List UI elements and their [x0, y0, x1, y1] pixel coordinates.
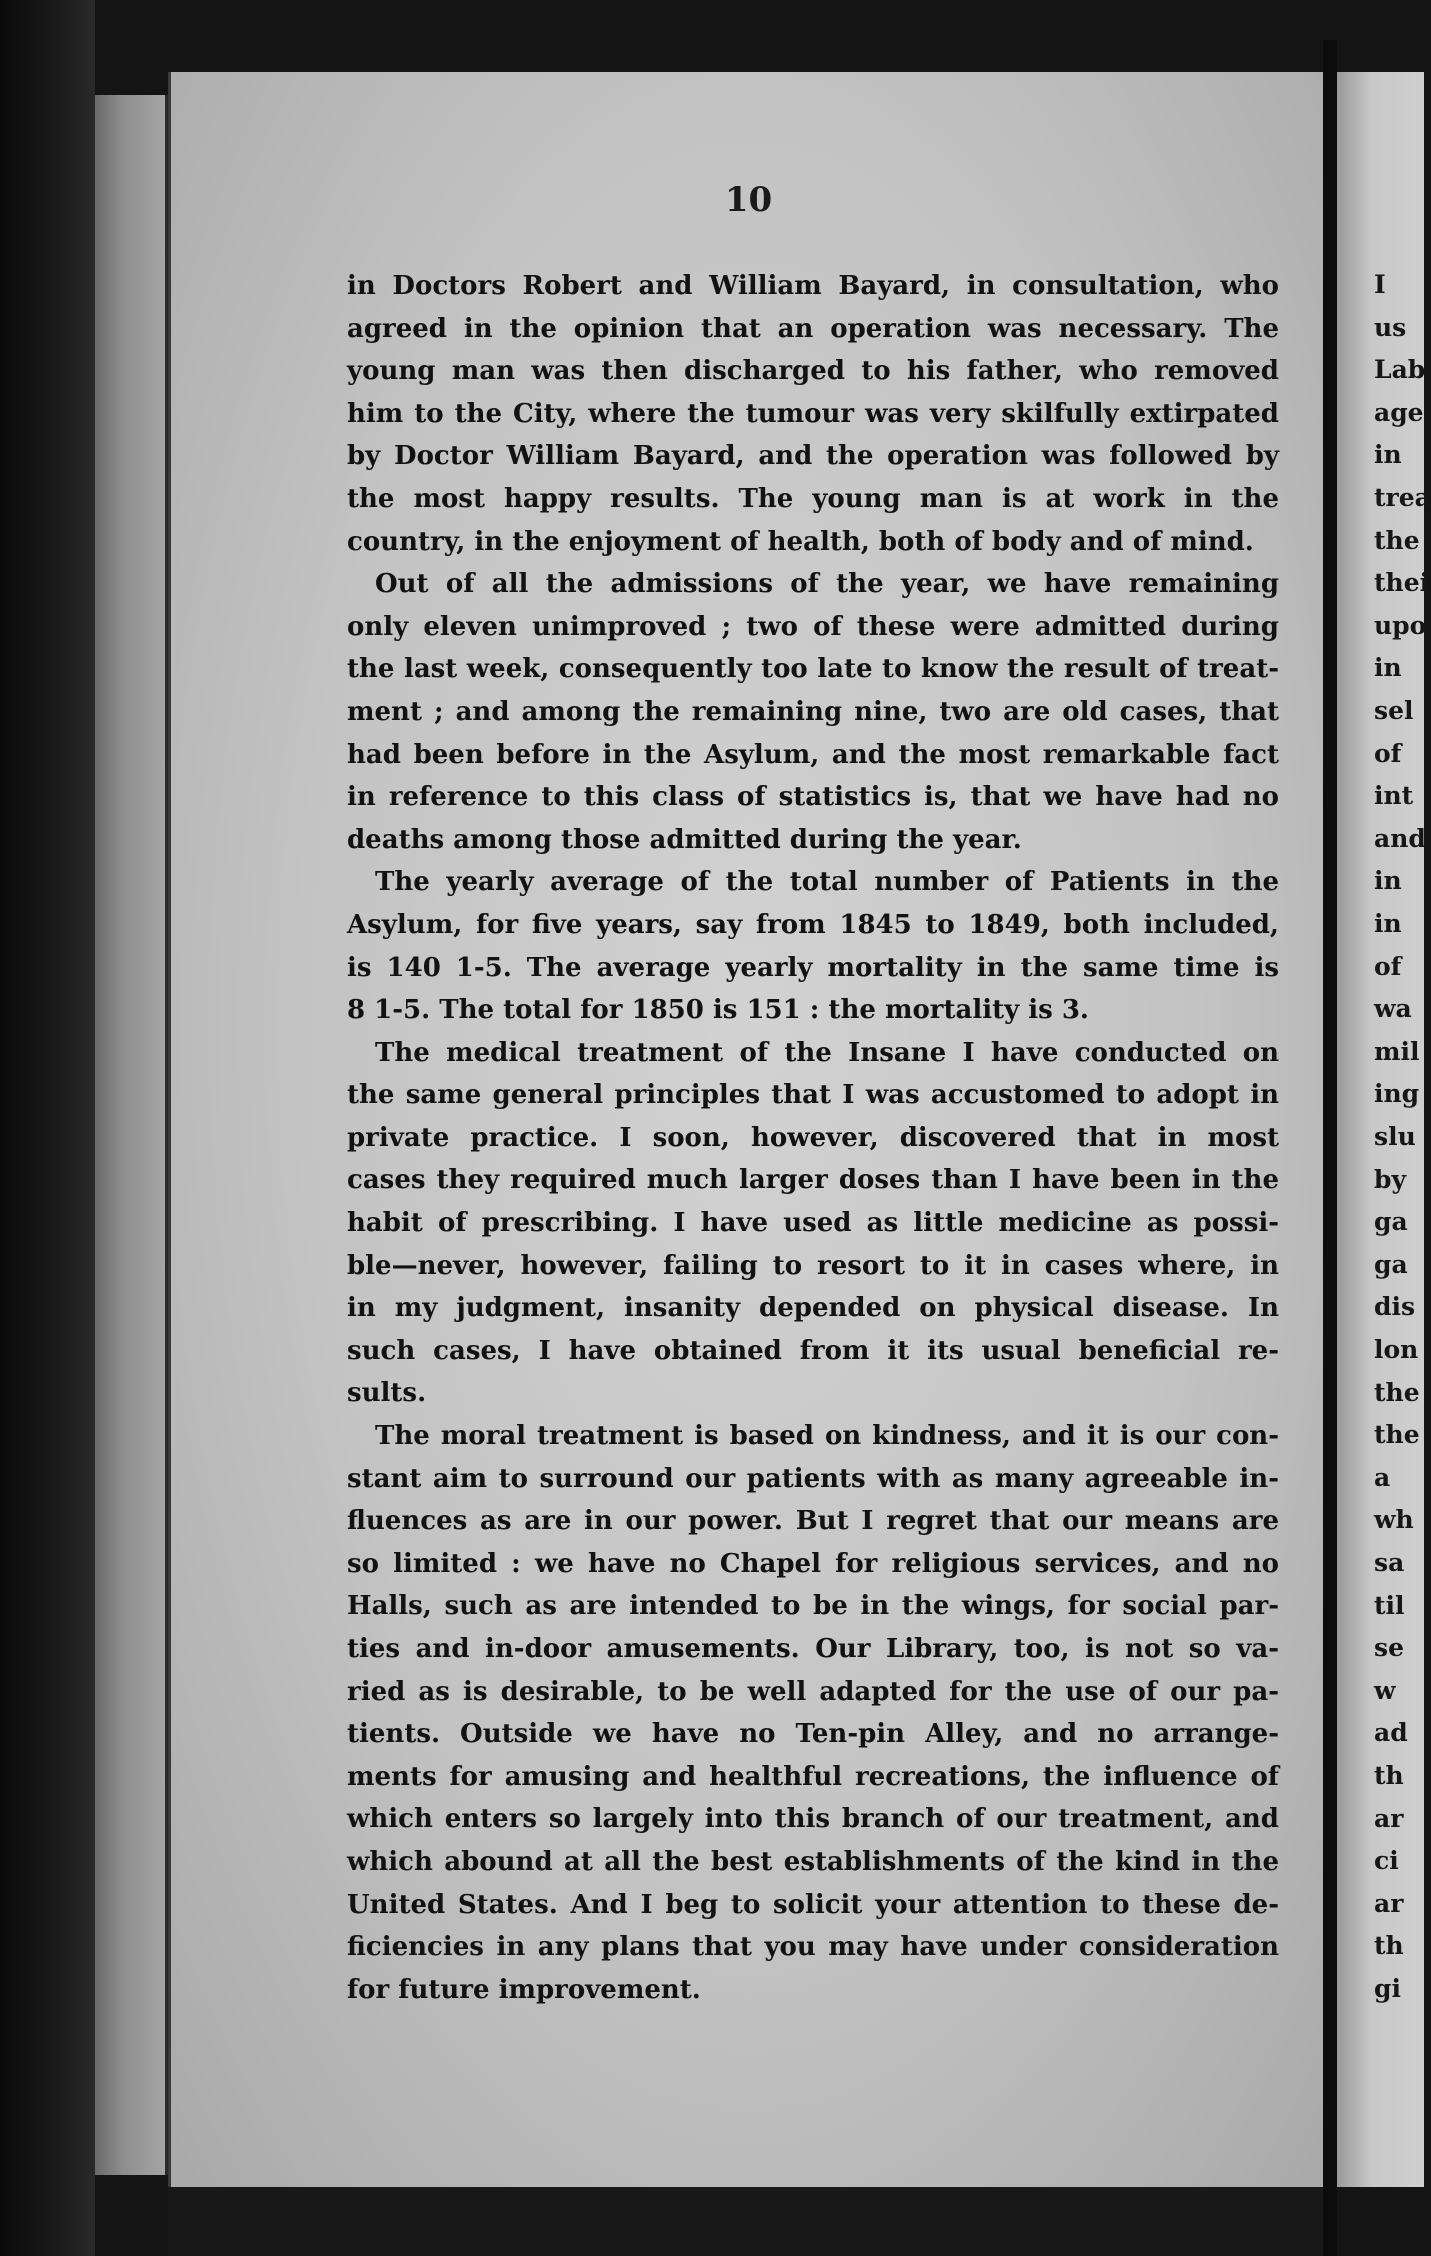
- text-line: only eleven unimproved ; two of these were admitted during: [347, 611, 1279, 642]
- facing-page-fragment: I: [1374, 270, 1386, 299]
- facing-page-fragment: the: [1374, 1377, 1420, 1407]
- facing-page-fragment: in: [1374, 866, 1402, 896]
- facing-page-fragment: by: [1374, 1164, 1407, 1194]
- text-line: sults.: [347, 1378, 427, 1409]
- text-line: in Doctors Robert and William Bayard, in consultation, who: [347, 271, 1279, 301]
- text-line: ment ; and among the remaining nine, two are old cases, that: [347, 696, 1279, 727]
- text-line: Halls, such as are intended to be in the wings, for social par-: [347, 1591, 1279, 1622]
- page-body-text: [347, 265, 1279, 2011]
- text-line: ble—never, however, failing to resort to it in cases where, in: [347, 1250, 1279, 1281]
- facing-page-fragment: ad: [1374, 1718, 1408, 1748]
- facing-page-fragment: and: [1374, 823, 1426, 853]
- facing-page-fragment: wh: [1374, 1505, 1414, 1535]
- facing-page-fragment: sa: [1374, 1548, 1405, 1577]
- text-line: private practice. I soon, however, discovered that in most: [347, 1122, 1279, 1153]
- text-line: which enters so largely into this branch of our treatment, and: [347, 1804, 1279, 1835]
- facing-page-fragment: trea: [1374, 483, 1431, 512]
- text-line: Out of all the admissions of the year, we have remaining: [375, 569, 1279, 600]
- text-line: tients. Outside we have no Ten-pin Alley, and no arrange-: [347, 1719, 1279, 1750]
- text-line: in my judgment, insanity depended on physical disease. In: [347, 1293, 1279, 1324]
- text-line: agreed in the opinion that an operation was necessary. The: [347, 313, 1279, 344]
- text-line: the last week, consequently too late to know the result of treat-: [347, 654, 1279, 685]
- facing-page-fragment: a: [1374, 1462, 1391, 1492]
- text-line: Asylum, for five years, say from 1845 to 1849, both included,: [347, 909, 1279, 940]
- text-line: stant aim to surround our patients with as many agreeable in-: [347, 1463, 1279, 1494]
- facing-page-fragment: th: [1374, 1761, 1404, 1790]
- scan-bottom-edge: [168, 2187, 1323, 2256]
- facing-page-fragment: dis: [1374, 1292, 1416, 1322]
- text-line: fluences as are in our power. But I regret that our means are: [347, 1506, 1279, 1537]
- facing-page-fragment: thei: [1374, 568, 1430, 598]
- facing-page-fragment: se: [1374, 1633, 1404, 1663]
- facing-page-fragment: ga: [1374, 1207, 1408, 1237]
- facing-page-fragment: upo: [1374, 610, 1427, 640]
- facing-page-fragment: lon: [1374, 1335, 1419, 1364]
- facing-page-fragment: ci: [1374, 1846, 1399, 1876]
- text-line: habit of prescribing. I have used as little medicine as possi-: [347, 1208, 1279, 1239]
- text-line: deaths among those admitted during the year.: [347, 824, 1022, 855]
- text-line: young man was then discharged to his father, who removed: [347, 356, 1279, 387]
- facing-page-fragment: w: [1374, 1675, 1396, 1705]
- text-line: for future improvement.: [347, 1974, 701, 2005]
- text-line: ficiencies in any plans that you may have under consideration: [347, 1932, 1279, 1963]
- text-line: The yearly average of the total number of Patients in the: [375, 867, 1279, 898]
- text-line: the most happy results. The young man is at work in the: [347, 483, 1279, 514]
- book-gutter: [1323, 40, 1337, 2256]
- facing-page-fragment: in: [1374, 653, 1402, 683]
- facing-page-fragment: wa: [1374, 994, 1412, 1024]
- facing-page-fragment: us: [1374, 312, 1407, 342]
- text-line: cases they required much larger doses than I have been in the: [347, 1165, 1279, 1196]
- text-line: 8 1-5. The total for 1850 is 151 : the mortality is 3.: [347, 995, 1089, 1026]
- facing-page-fragment: til: [1374, 1590, 1405, 1620]
- text-line: such cases, I have obtained from it its usual beneficial re-: [347, 1335, 1279, 1366]
- facing-page-fragment: Lab: [1374, 355, 1426, 385]
- facing-page-fragment: in: [1374, 440, 1402, 470]
- text-line: The moral treatment is based on kindness, and it is our con-: [375, 1421, 1279, 1452]
- text-line: The medical treatment of the Insane I have conducted on: [375, 1037, 1279, 1068]
- text-line: him to the City, where the tumour was very skilfully extirpated: [347, 398, 1279, 429]
- text-line: in reference to this class of statistics is, that we have had no: [347, 782, 1279, 813]
- facing-page-fragment: int: [1374, 781, 1414, 811]
- facing-page-fragment: gi: [1374, 1974, 1401, 2003]
- facing-page-fragment: mil: [1374, 1036, 1420, 1066]
- facing-page-fragment: ing: [1374, 1079, 1420, 1109]
- text-line: which abound at all the best establishments of the kind in the: [347, 1846, 1279, 1877]
- text-line: is 140 1-5. The average yearly mortality in the same time is: [347, 952, 1279, 983]
- facing-page-fragment: of: [1374, 738, 1402, 768]
- text-line: had been before in the Asylum, and the most remarkable fact: [347, 739, 1279, 770]
- facing-page-fragment: slu: [1374, 1122, 1416, 1151]
- text-line: the same general principles that I was accustomed to adopt in: [347, 1080, 1279, 1111]
- facing-page-fragment: the: [1374, 1420, 1420, 1450]
- text-line: United States. And I beg to solicit your attention to these de-: [347, 1889, 1279, 1920]
- facing-page-fragment: th: [1374, 1931, 1404, 1961]
- facing-page-fragment: ar: [1374, 1803, 1404, 1833]
- facing-page-fragment: of: [1374, 951, 1402, 981]
- facing-page-fragment: ar: [1374, 1888, 1404, 1918]
- facing-page-fragment: age: [1374, 397, 1424, 427]
- scan-left-shadow: [0, 0, 95, 2256]
- facing-page-fragment: the: [1374, 525, 1420, 555]
- text-line: country, in the enjoyment of health, both of body and of mind.: [347, 526, 1254, 557]
- previous-page-edge: [95, 95, 169, 2175]
- text-line: by Doctor William Bayard, and the operation was followed by: [347, 441, 1279, 472]
- facing-page-fragment: in: [1374, 909, 1402, 938]
- facing-page-edge: [1337, 72, 1431, 2187]
- text-line: ties and in-door amusements. Our Library, too, is not so va-: [347, 1634, 1279, 1664]
- text-line: so limited : we have no Chapel for religious services, and no: [347, 1548, 1279, 1579]
- facing-page-fragment: sel: [1374, 696, 1414, 725]
- text-line: ried as is desirable, to be well adapted for the use of our pa-: [347, 1676, 1279, 1707]
- page-number: 10: [724, 180, 773, 220]
- text-line: ments for amusing and healthful recreations, the influence of: [347, 1761, 1279, 1792]
- facing-page-fragment: ga: [1374, 1249, 1408, 1279]
